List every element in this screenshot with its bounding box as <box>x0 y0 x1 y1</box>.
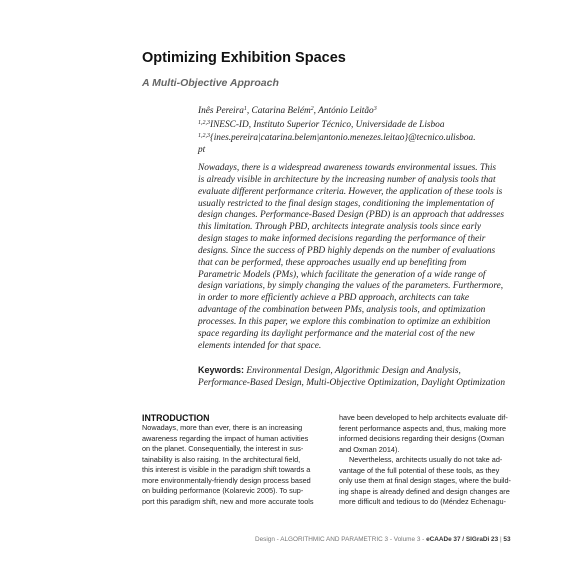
abstract <box>198 163 516 353</box>
body-line: ferent performance aspects and, thus, making more <box>339 423 507 433</box>
abstract-line: space regarding its daylight performance and the material cost of the new <box>198 328 475 339</box>
authors-block <box>198 104 498 156</box>
email-line-continued: pt <box>198 144 206 155</box>
abstract-line: Nowadays, there is a widespread awareness towards environmental issues. This <box>198 163 497 173</box>
email-sup: 1,2,3 <box>198 133 210 139</box>
body-line: awareness regarding the impact of human activities <box>142 433 309 443</box>
footer-separator: | <box>498 536 504 543</box>
body-line: on building performance (Kolarevic 2005). To sup- <box>142 486 304 496</box>
keywords-label: Keywords: <box>198 365 245 375</box>
abstract-line: usually restricted to the final design stages, conditioning the implementation of <box>198 198 494 209</box>
body-line: Nowadays, more than ever, there is an increasing <box>142 423 303 432</box>
body-line: Nevertheless, architects usually do not take ad- <box>349 455 503 465</box>
abstract-line: design changes. Performance-Based Design (PBD) is an approach that addresses <box>198 210 505 221</box>
abstract-line: design variations, by simply changing the values of the parameters. Furthermore, <box>198 281 504 292</box>
abstract-line: this limitation. Through PBD, architects integrate analysis tools since early <box>198 222 481 233</box>
email-text: {ines.pereira|catarina.belem|antonio.menezes.leitao}@tecnico.ulisboa. <box>210 133 476 143</box>
keywords-text: Environmental Design, Algorithmic Design and Analysis, <box>246 366 461 376</box>
keywords <box>198 364 528 389</box>
footer-text: Design - ALGORITHMIC AND PARAMETRIC 3 - Volume 3 - <box>255 536 427 543</box>
body-line: port this paradigm shift, new and more accurate tools <box>142 496 314 506</box>
body-column-right <box>339 413 529 508</box>
author-sup: 2 <box>310 106 314 112</box>
author-names: Inês Pereira$^1$, Catarina Belém$^2$, António Leitão$^3$ <box>198 106 377 116</box>
section-heading: INTRODUCTION <box>142 413 210 423</box>
email-line <box>198 131 498 145</box>
paper-title: Optimizing Exhibition Spaces <box>142 50 346 66</box>
author-name: António Leitão <box>318 106 374 116</box>
paper-subtitle: A Multi-Objective Approach <box>142 77 279 89</box>
body-line: on the planet. Consequentially, the interest in sus- <box>142 444 304 454</box>
author-sup: 1 <box>243 106 247 112</box>
abstract-line: in order to more efficiently achieve a PBD approach, architects can take <box>198 293 470 304</box>
author-name: Inês Pereira <box>198 106 244 116</box>
body-line: tainability is also raising. In the architectural field, <box>142 454 301 464</box>
abstract-line: Parametric Models (PMs), which facilitate the generation of a wide range of <box>198 269 486 280</box>
author-sup: 3 <box>373 106 377 112</box>
author-name: Catarina Belém <box>251 106 311 116</box>
body-line: informed decisions regarding their designs (Oxman <box>339 434 505 444</box>
affiliation-sup: 1,2,3 <box>198 119 210 126</box>
body-line: ing shape is already defined and design changes are <box>339 486 510 496</box>
body-line: vantage of the full potential of these tools, as they <box>339 465 500 475</box>
body-line: and Oxman 2014). <box>339 444 400 454</box>
abstract-line: evaluate different performance criteria. However, the application of these tools is <box>198 186 503 197</box>
body-column-left <box>142 423 332 507</box>
abstract-line: that can be performed, these approaches usually end up benefiting from <box>198 257 467 268</box>
page-footer <box>255 536 511 543</box>
abstract-line: elements intended for that space. <box>198 340 322 351</box>
abstract-line: design stages to make informed decisions regarding the performance of their <box>198 234 486 245</box>
footer-conference: eCAADe 37 / SIGraDi 23 <box>426 536 499 543</box>
body-line: have been developed to help architects evaluate dif- <box>339 413 508 422</box>
body-line: this interest is visible in the paradigm shift towards a <box>142 465 311 475</box>
keywords-line <box>198 364 528 377</box>
abstract-line: processes. In this paper, we explore this combination to optimize an exhibition <box>198 316 491 327</box>
affiliation-text: INESC-ID, Instituto Superior Técnico, Universidade de Lisboa <box>210 119 445 130</box>
affiliation <box>198 118 498 132</box>
abstract-line: advantage of the combination between PMs, analysis tools, and optimization <box>198 305 486 316</box>
keywords-text-continued: Performance-Based Design, Multi-Objective Optimization, Daylight Optimization <box>198 378 505 388</box>
body-line: more environmentally-friendly design process based <box>142 475 311 485</box>
body-line: only use them at final design stages, where the build- <box>339 476 511 486</box>
abstract-line: designs. Since the success of PBD highly depends on the number of evaluations <box>198 245 496 256</box>
abstract-line: is already visible in architecture by the increasing number of analysis tools that <box>198 174 496 185</box>
page-number: 53 <box>503 536 511 543</box>
body-line: more difficult and tedious to do (Méndez Echenagu- <box>339 497 506 507</box>
